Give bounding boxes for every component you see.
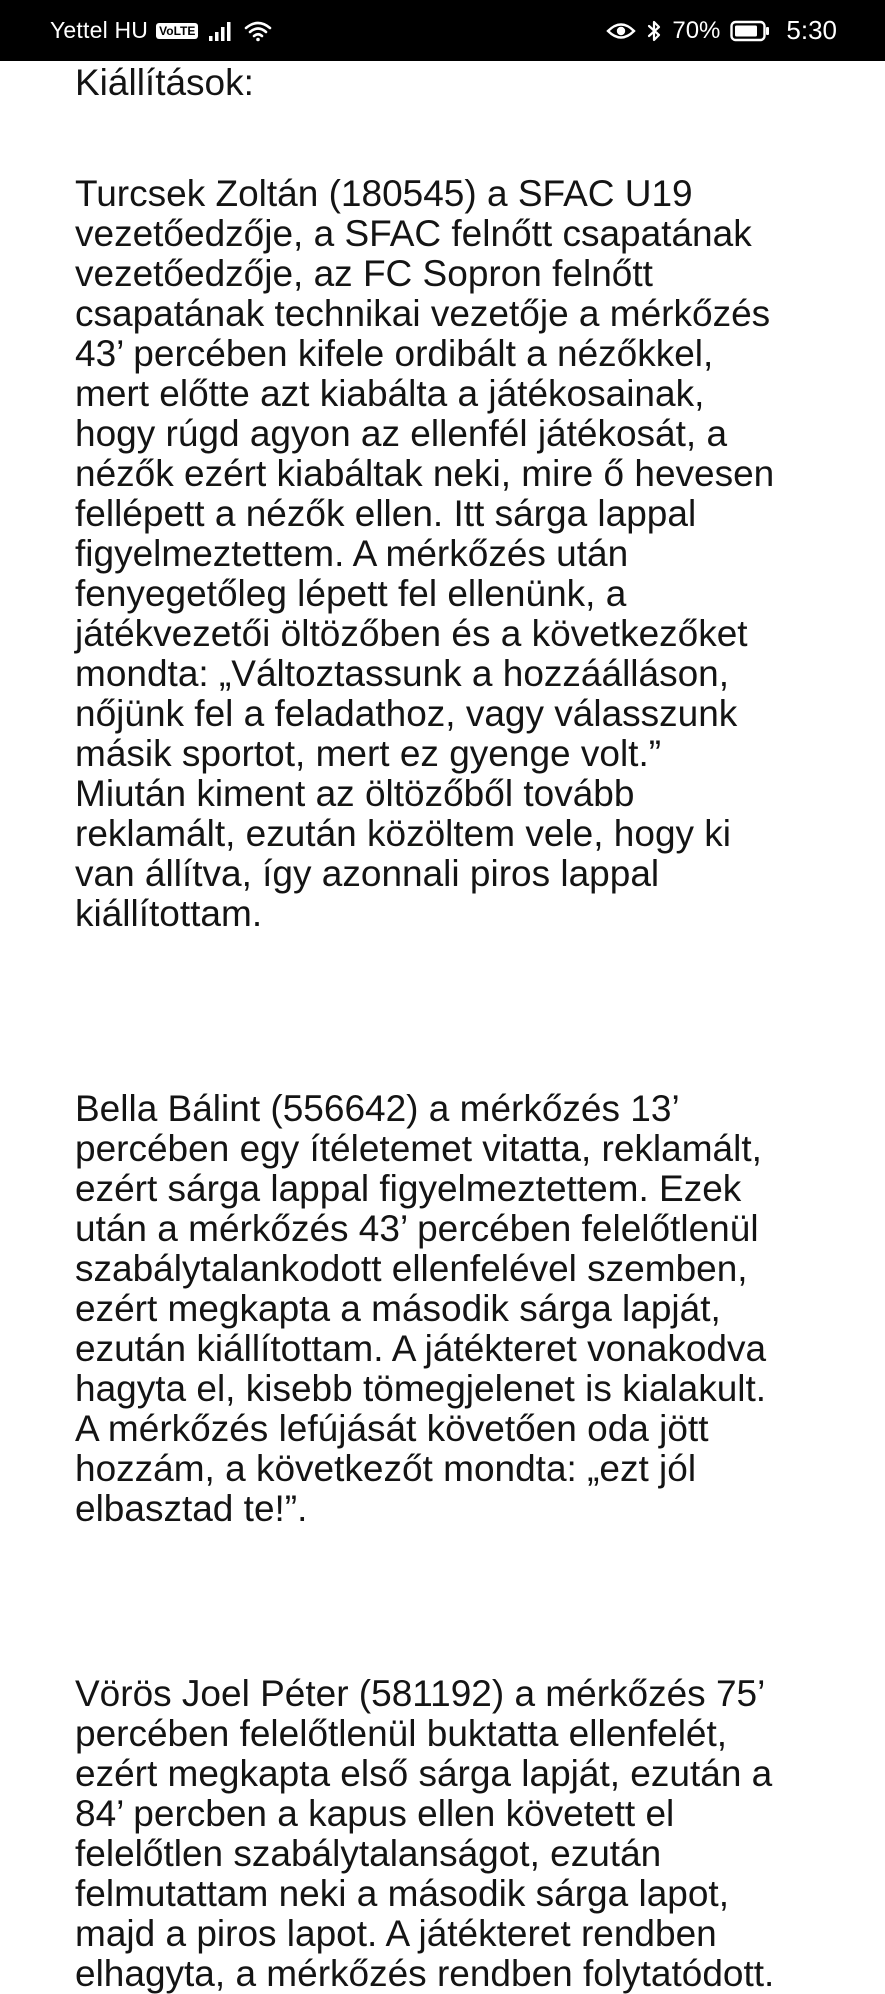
clock: 5:30 (786, 15, 837, 45)
paragraph-1: Turcsek Zoltán (180545) a SFAC U19 vezetőedzője, a SFAC felnőtt csapatának vezetőedzője, az FC Sopron felnőtt csapatának technikai vezetője a mérkőzés 43’ percében kifele ordibált a nézőkkel, mert előtte azt kiabálta a játékosainak, hogy rúgd agyon az ellenfél játékosát, a nézők ezért kiabáltak neki, mire ő hevesen fellépett a nézők ellen. Itt sárga lappal figyelmeztettem. A mérkőzés után fenyegetőleg lépett fel ellenünk, a játékvezetői öltözőben és a következőket mondta: „Változtassunk a hozzáálláson, nőjünk fel a feladathoz, vagy válasszunk másik sportot, mert ez gyenge volt.” Miután kiment az öltözőből tovább reklamált, ezután közöltem vele, hogy ki van állítva, így azonnali piros lappal kiállítottam. (75, 173, 775, 934)
battery-percentage: 70% (672, 16, 721, 44)
page-heading: Kiállítások: (75, 62, 254, 103)
bluetooth-icon (646, 19, 662, 43)
status-left (50, 17, 272, 44)
paragraph-2: Bella Bálint (556642) a mérkőzés 13’ percében egy ítéletemet vitatta, reklamált, ezért sárga lappal figyelmeztettem. Ezek után a mérkőzés 43’ percében felelőtlenül szabálytalankodott ellenfelével szemben, ezért megkapta a második sárga lapját, ezután kiállítottam. A játékteret vonakodva hagyta el, kisebb tömegjelenet is kialakult. A mérkőzés lefújását követően oda jött hozzám, a következőt mondta: „ezt jól elbasztad te!”. (75, 1088, 767, 1529)
signal-bars-icon (208, 20, 234, 42)
document-content (75, 61, 865, 1994)
wifi-icon (244, 20, 272, 42)
status-right (606, 15, 837, 46)
status-bar (0, 0, 885, 61)
battery-icon (730, 20, 770, 42)
eye-icon (606, 21, 636, 41)
paragraph-3: Vörös Joel Péter (581192) a mérkőzés 75’ percében felelőtlenül buktatta ellenfelét, ezért megkapta első sárga lapját, ezután a 84’ percben a kapus ellen követett el felelőtlen szabálytalanságot, ezután felmutattam neki a második sárga lapot, majd a piros lapot. A játékteret rendben elhagyta, a mérkőzés rendben folytatódott. (75, 1673, 775, 1994)
volte-badge: VoLTE (156, 23, 198, 39)
carrier-name: Yettel HU (50, 17, 149, 43)
